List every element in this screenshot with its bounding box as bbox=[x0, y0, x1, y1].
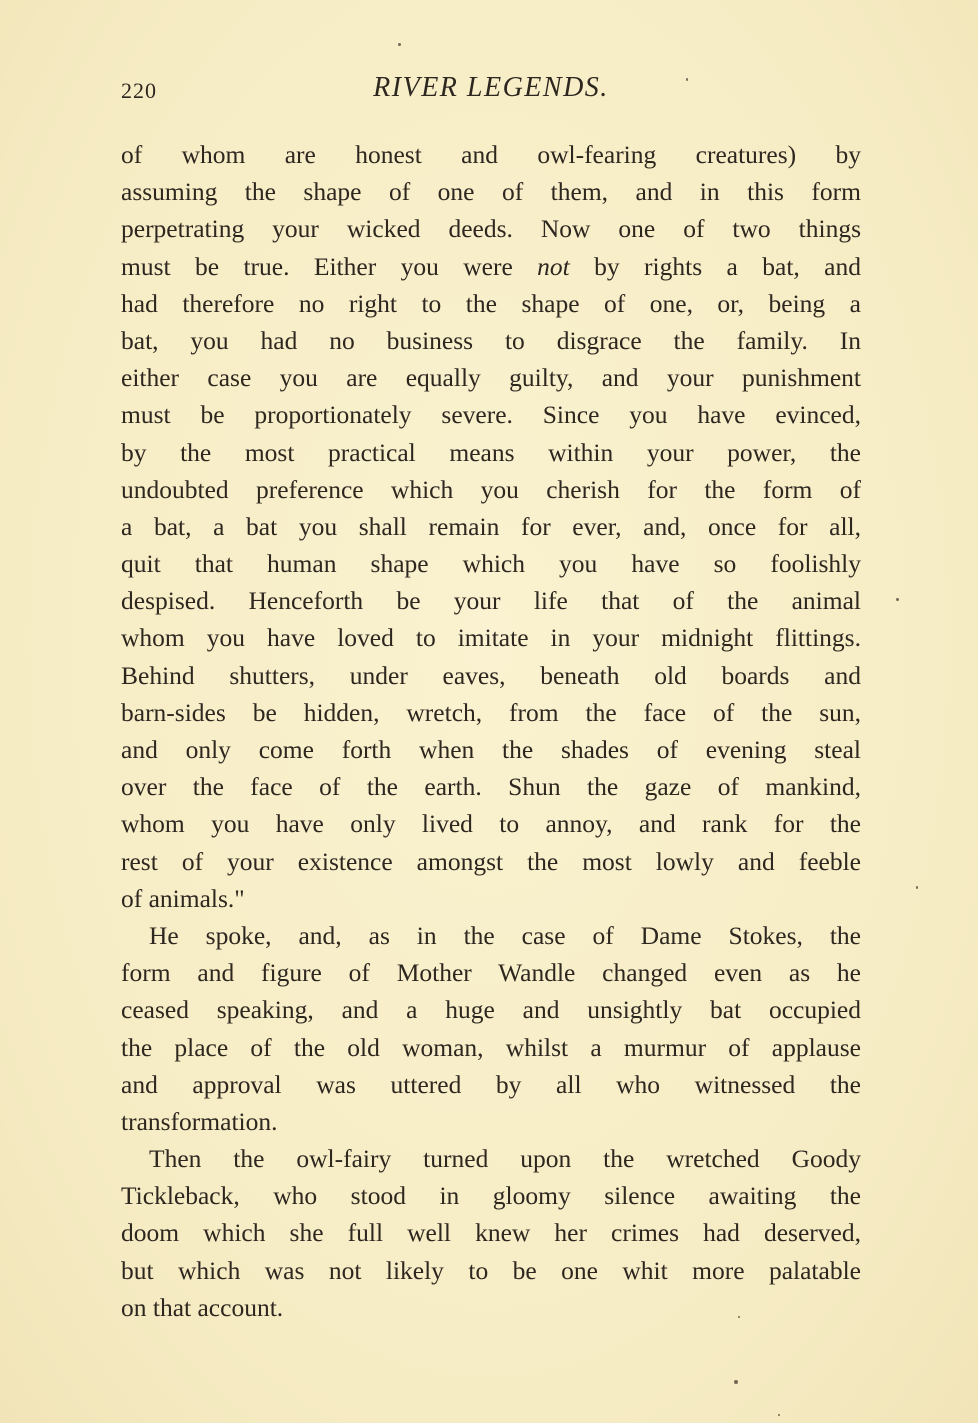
text-line: the place of the old woman, whilst a murmur of applause bbox=[121, 1032, 861, 1062]
text-segment: must be true. Either you were bbox=[121, 251, 538, 281]
scan-speck bbox=[778, 1414, 780, 1416]
text-line: Then the owl-fairy turned upon the wretched Goody bbox=[149, 1144, 861, 1174]
page-number: 220 bbox=[121, 78, 157, 103]
body-text bbox=[121, 136, 861, 1326]
text-line: of animals." bbox=[121, 883, 245, 913]
text-line: undoubted preference which you cherish for the form of bbox=[121, 474, 861, 504]
text-line: Tickleback, who stood in gloomy silence awaiting the bbox=[121, 1181, 861, 1211]
text-line: rest of your existence amongst the most lowly and feeble bbox=[121, 846, 861, 876]
text-line: despised. Henceforth be your life that of the animal bbox=[121, 586, 861, 616]
text-line: over the face of the earth. Shun the gaze of mankind, bbox=[121, 772, 861, 802]
text-line bbox=[121, 248, 861, 285]
scan-speck bbox=[738, 1316, 740, 1318]
text-line: whom you have only lived to annoy, and rank for the bbox=[121, 809, 861, 839]
text-line: transformation. bbox=[121, 1106, 278, 1136]
text-line: a bat, a bat you shall remain for ever, and, once for all, bbox=[121, 511, 861, 541]
emphasized-word: not bbox=[537, 251, 570, 281]
text-line: of whom are honest and owl-fearing creatures) by bbox=[121, 140, 861, 169]
text-line: had therefore no right to the shape of one, or, being a bbox=[121, 288, 861, 318]
running-title: RIVER LEGENDS. bbox=[373, 72, 609, 103]
text-line: barn-sides be hidden, wretch, from the face of the sun, bbox=[121, 697, 861, 727]
page-header bbox=[121, 72, 861, 112]
scan-speck bbox=[734, 1380, 738, 1384]
text-line: and only come forth when the shades of evening steal bbox=[121, 735, 861, 764]
text-line: by the most practical means within your power, the bbox=[121, 437, 861, 467]
text-line: ceased speaking, and a huge and unsightly bat occupied bbox=[121, 995, 861, 1025]
scan-speck bbox=[686, 78, 688, 81]
text-line: assuming the shape of one of them, and in this form bbox=[121, 177, 861, 207]
text-line: whom you have loved to imitate in your midnight flittings. bbox=[121, 623, 861, 653]
scan-speck bbox=[896, 598, 899, 601]
text-line: quit that human shape which you have so foolishly bbox=[121, 549, 861, 579]
text-segment: by rights a bat, and bbox=[569, 251, 862, 281]
text-line: Behind shutters, under eaves, beneath old boards and bbox=[121, 660, 861, 690]
text-line: and approval was uttered by all who witnessed the bbox=[121, 1069, 861, 1099]
scan-speck bbox=[398, 43, 401, 46]
text-line: either case you are equally guilty, and your punishment bbox=[121, 363, 861, 393]
text-line: perpetrating your wicked deeds. Now one of two things bbox=[121, 214, 861, 244]
text-line: must be proportionately severe. Since you have evinced, bbox=[121, 400, 861, 430]
text-line: on that account. bbox=[121, 1292, 284, 1322]
text-line: He spoke, and, as in the case of Dame Stokes, the bbox=[149, 920, 861, 950]
text-line: but which was not likely to be one whit more palatable bbox=[121, 1255, 861, 1285]
text-line: doom which she full well knew her crimes had deserved, bbox=[121, 1218, 861, 1248]
scan-speck bbox=[916, 886, 918, 889]
text-line: form and figure of Mother Wandle changed even as he bbox=[121, 958, 861, 988]
text-line: bat, you had no business to disgrace the family. In bbox=[121, 325, 861, 355]
